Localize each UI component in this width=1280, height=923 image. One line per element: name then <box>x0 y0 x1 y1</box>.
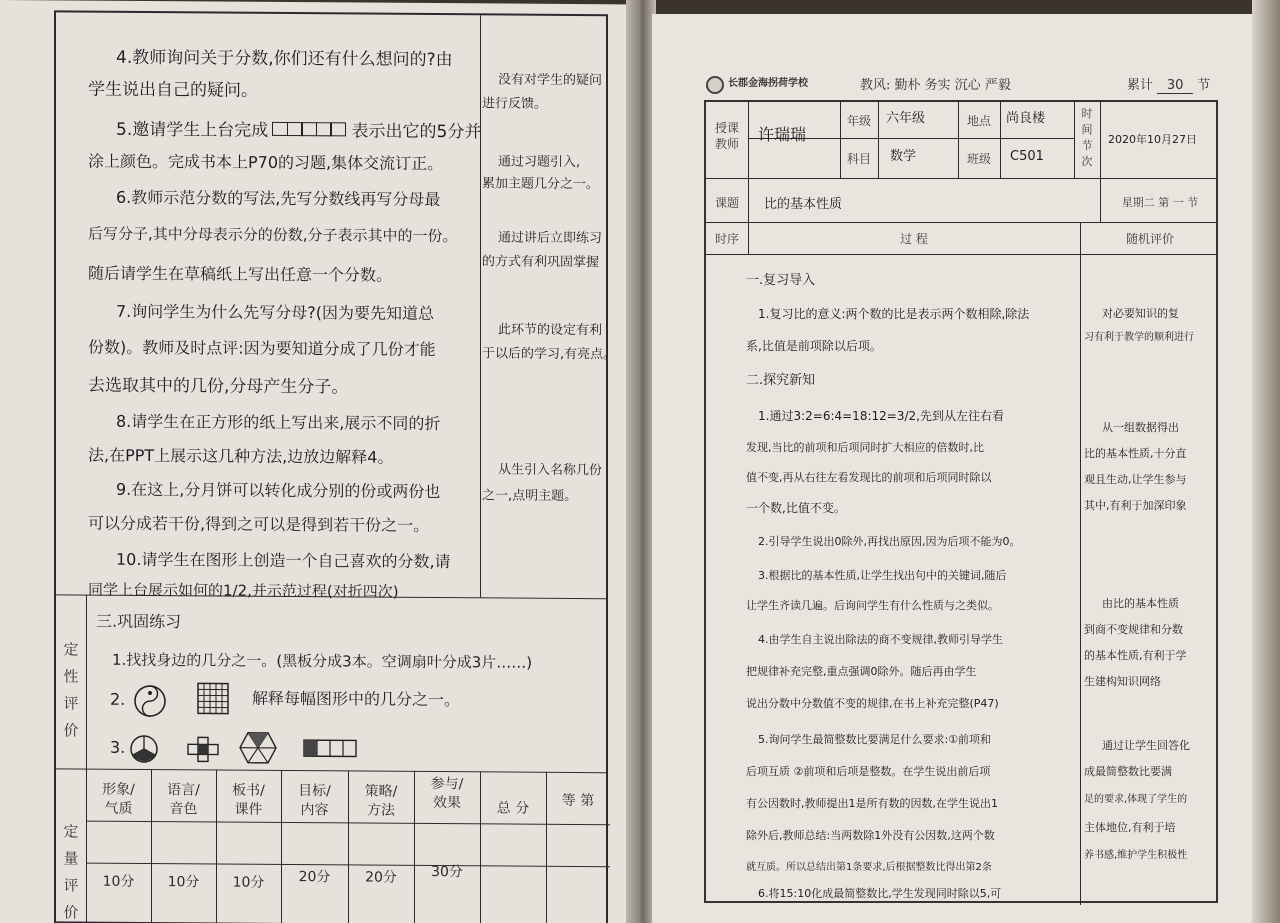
practice-item-2-label: 2. <box>110 689 126 709</box>
left-process-line: 7.询问学生为什么先写分母?(因为要先知道总 <box>116 301 435 324</box>
right-process-line: 让学生齐读几遍。后询问学生有什么性质与之类似。 <box>746 599 999 612</box>
right-lesson-table <box>704 100 1218 903</box>
score-value: 10分 <box>102 873 135 890</box>
left-process-line: 10.请学生在图形上创造一个自己喜欢的分数,请 <box>116 549 451 572</box>
left-process-line: 5.邀请学生上台完成 表示出它的5分并 <box>116 119 482 143</box>
right-process-line: 4.由学生自主说出除法的商不变规律,教师引导学生 <box>758 633 1003 646</box>
right-eval-note: 观且生动,让学生参与 <box>1084 473 1187 486</box>
five-square-strip-figure <box>274 120 347 143</box>
qualitative-eval-label: 定 性 评 价 <box>63 640 79 740</box>
score-header-total: 总 分 <box>496 800 530 817</box>
right-process-line: 发现,当比的前项和后项同时扩大相应的倍数时,比 <box>746 441 984 454</box>
score-col-divider <box>480 771 481 923</box>
strip-rectangle-figure <box>302 738 358 758</box>
left-process-line: 4.教师询问关于分数,你们还有什么想问的?由 <box>116 47 453 71</box>
left-eval-note: 进行反馈。 <box>482 96 548 112</box>
right-process-line: 6.将15:10化成最简整数比,学生发现同时除以5,可 <box>758 887 1002 900</box>
left-eval-note: 于以后的学习,有亮点。 <box>482 346 617 363</box>
left-process-line: 8.请学生在正方形的纸上写出来,展示不同的折 <box>116 411 441 434</box>
right-eval-note: 成最简整数比要满 <box>1084 765 1172 778</box>
right-process-line: 一.复习导入 <box>746 273 816 288</box>
score-header-strategy: 策略/ 方法 <box>364 783 398 819</box>
weekday-period: 星期二 第 一 节 <box>1121 196 1199 209</box>
header-row-line <box>706 178 1216 179</box>
left-process-line: 6.教师示范分数的写法,先写分数线再写分母最 <box>116 187 441 210</box>
lesson-count: 累计 30 节 <box>1127 78 1211 93</box>
right-eval-note: 生建构知识网络 <box>1084 675 1161 688</box>
right-process-line: 把规律补充完整,重点强调0除外。随后再由学生 <box>746 665 977 678</box>
left-eval-column-divider <box>480 15 481 597</box>
right-eval-note: 由比的基本性质 <box>1102 597 1179 610</box>
right-eval-note: 通过让学生回答化 <box>1102 739 1190 752</box>
place-label: 地点 <box>966 114 991 128</box>
subject-label: 科目 <box>846 152 871 166</box>
eval-label: 随机评价 <box>1125 232 1174 246</box>
left-process-line: 同学上台展示如何的1/2,并示范过程(对折四次) <box>88 580 399 601</box>
right-eval-note: 比的基本性质,十分直 <box>1084 447 1187 460</box>
left-eval-note: 通过习题引入, <box>498 154 581 171</box>
right-eval-note: 足的要求,体现了学生的 <box>1084 794 1188 805</box>
score-value: 30分 <box>431 864 463 881</box>
school-logo-icon <box>706 76 724 94</box>
left-eval-note: 此环节的设定有利 <box>498 322 603 339</box>
right-process-line: 就互质。所以总结出第1条要求,后根据整数比得出第2条 <box>746 862 992 873</box>
right-process-line: 除外后,教师总结:当两数除1外没有公因数,这两个数 <box>746 829 995 842</box>
left-process-line: 后写分子,其中分母表示分的份数,分子表示其中的一份。 <box>88 224 458 246</box>
right-eval-note: 的基本性质,有利于学 <box>1084 649 1187 662</box>
right-page <box>652 14 1252 923</box>
left-process-line: 份数)。教师及时点评:因为要知道分成了几份才能 <box>88 337 436 360</box>
sequence-label: 时序 <box>714 232 739 246</box>
right-process-line: 一个数,比值不变。 <box>746 501 846 515</box>
topic-value: 比的基本性质 <box>764 197 843 212</box>
right-eval-note: 养书感,维护学生积极性 <box>1084 850 1188 861</box>
left-lesson-table <box>54 10 617 923</box>
score-header-language: 语言/ 音色 <box>167 782 200 818</box>
left-process-line: 学生说出自己的疑问。 <box>88 79 258 101</box>
school-name: 长郡金海拐荷学校 <box>728 78 808 89</box>
right-process-line: 5.询问学生最简整数比要满足什么要求:①前项和 <box>758 733 992 746</box>
right-eval-note: 习有利于教学的顺利进行 <box>1084 332 1194 343</box>
practice-item-2-text: 解释每幅图形中的几分之一。 <box>252 688 461 710</box>
practice-item-3-label: 3. <box>110 737 126 757</box>
school-motto: 教风: 勤朴 务实 沉心 严毅 <box>860 78 1011 93</box>
left-process-line: 涂上颜色。完成书本上P70的习题,集体交流订正。 <box>88 151 444 174</box>
right-process-line: 二.探究新知 <box>746 373 816 388</box>
right-process-line: 3.根据比的基本性质,让学生找出句中的关键词,随后 <box>758 569 1007 582</box>
left-eval-note: 累加主题几分之一。 <box>482 176 600 193</box>
right-process-line: 值不变,再从右往左看发现比的前项和后项同时除以 <box>746 471 992 484</box>
right-process-line: 系,比值是前项除以后项。 <box>746 339 882 353</box>
cross-blocks-figure <box>186 735 220 763</box>
left-process-line: 随后请学生在草稿纸上写出任意一个分数。 <box>88 263 393 285</box>
header-col-line <box>878 102 879 178</box>
score-header-grade: 等 第 <box>561 792 595 810</box>
left-eval-note: 没有对学生的疑问 <box>498 72 603 89</box>
practice-title: 三.巩固练习 <box>96 611 182 632</box>
right-process-line: 1.通过3:2=6:4=18:12=3/2,先到从左往右看 <box>758 409 1004 423</box>
score-value: 10分 <box>167 874 200 891</box>
topic-label: 课题 <box>714 196 739 210</box>
right-eval-note: 从一组数据得出 <box>1102 421 1179 434</box>
teacher-name: 许瑞瑞 <box>758 125 807 144</box>
quantitative-eval-label: 定 量 评 价 <box>63 822 79 922</box>
score-header-image: 形象/ 气质 <box>102 781 135 817</box>
score-value: 20分 <box>365 869 397 886</box>
practice-item-1: 1.找找身边的几分之一。(黑板分成3本。空调扇叶分成3片……) <box>112 650 533 672</box>
book-page-edge <box>1252 0 1280 923</box>
class-value: C501 <box>1010 149 1044 164</box>
right-process-line: 有公因数时,教师提出1是所有数的因数,在学生说出1 <box>746 797 998 810</box>
hexagon-figure <box>238 730 278 766</box>
header-col-line <box>1000 102 1001 178</box>
right-eval-note: 其中,有利于加深印象 <box>1084 499 1187 512</box>
grade-value: 六年级 <box>886 111 926 126</box>
score-header-goal: 目标/ 内容 <box>298 783 331 819</box>
taiji-circle-figure <box>132 683 168 719</box>
right-eval-note: 对必要知识的复 <box>1102 307 1179 320</box>
right-process-line: 2.引导学生说出0除外,再找出原因,因为后项不能为0。 <box>758 535 1021 548</box>
header-row-line <box>706 254 1216 255</box>
lesson-date: 2020年10月27日 <box>1108 133 1197 146</box>
process-label: 过 程 <box>900 232 928 246</box>
left-process-line: 法,在PPT上展示这几种方法,边放边解释4。 <box>88 445 394 467</box>
right-process-line: 说出分数中分数值不变的规律,在书上补充完整(P47) <box>746 697 999 710</box>
score-table-top-line <box>56 768 606 773</box>
divided-circle-figure <box>128 733 160 765</box>
score-header-participation: 参与/ 效果 <box>430 776 464 812</box>
left-eval-note: 从生引入名称几份 <box>498 462 603 479</box>
right-eval-note: 主体地位,有利于培 <box>1084 821 1176 834</box>
left-eval-note: 通过讲后立即练习 <box>498 230 603 247</box>
left-eval-note: 之一,点明主题。 <box>482 488 578 505</box>
left-process-line: 去选取其中的几份,分母产生分子。 <box>88 375 349 398</box>
score-value: 10分 <box>232 874 265 891</box>
left-eval-note: 的方式有利巩固掌握 <box>482 254 600 271</box>
subject-value: 数学 <box>890 149 917 164</box>
class-label: 班级 <box>966 152 991 166</box>
eval-column-line <box>1080 222 1081 905</box>
grid-square-figure <box>196 681 230 715</box>
right-process-line: 后项互质 ②前项和后项是整数。在学生说出前后项 <box>746 765 991 778</box>
time-label: 时 间 节 次 <box>1081 107 1093 168</box>
left-process-line: 9.在这上,分月饼可以转化成分别的份或两份也 <box>116 479 441 502</box>
place-value: 尚良楼 <box>1006 111 1046 126</box>
right-process-line: 1.复习比的意义:两个数的比是表示两个数相除,除法 <box>758 307 1030 321</box>
left-process-line: 可以分成若干份,得到之可以是得到若干份之一。 <box>88 513 430 535</box>
header-row-line <box>706 222 1216 223</box>
teacher-label: 授课 教师 <box>714 121 739 151</box>
score-header-board: 板书/ 课件 <box>232 782 265 818</box>
grade-label: 年级 <box>846 114 871 128</box>
header-col-line <box>1100 102 1101 178</box>
score-value: 20分 <box>298 869 331 886</box>
right-eval-note: 到商不变规律和分数 <box>1084 623 1183 636</box>
